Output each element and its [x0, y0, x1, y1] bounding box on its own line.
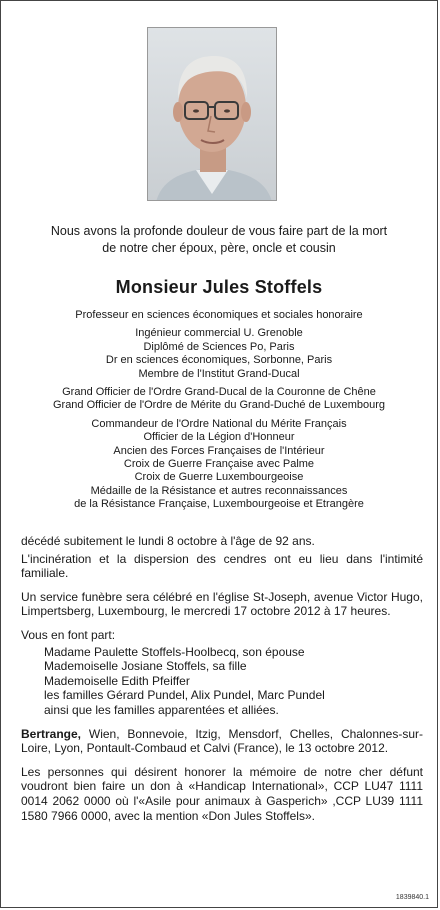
- family-member: Madame Paulette Stoffels-Hoolbecq, son épouse: [44, 644, 305, 659]
- honors-group: [11, 309, 427, 322]
- honor-line: Diplômé de Sciences Po, Paris: [143, 340, 295, 353]
- donation-paragraph: Les personnes qui désirent honorer la mémoire de notre cher défunt voudront bien faire un don à «Handicap International», CCP LU47 1111 0014 2062 0000 où l'«Asile pour animaux à Gasperich» ,CCP LU39 1111 1580 7966 0000, avec la mention «Don Jules Stoffels».: [21, 764, 423, 823]
- intro-text: [21, 223, 417, 257]
- honors-group: [11, 327, 427, 381]
- honors-list: [11, 309, 427, 517]
- places-paragraph: [21, 727, 423, 756]
- honor-line: Ancien des Forces Françaises de l'Intérieur: [113, 444, 325, 457]
- honor-line: Commandeur de l'Ordre National du Mérite Français: [91, 417, 347, 430]
- intro-line: Nous avons la profonde douleur de vous faire part de la mort: [50, 224, 388, 238]
- service-paragraph: Un service funèbre sera célébré en l'église St-Joseph, avenue Victor Hugo, Limpertsberg, Luxembourg, le mercredi 17 octobre 2012 à 17 heures.: [21, 589, 423, 619]
- place-bold: Bertrange,: [21, 726, 82, 741]
- portrait-photo: [147, 27, 277, 201]
- notice-body: [21, 534, 423, 832]
- honor-line: Professeur en sciences économiques et sociales honoraire: [75, 309, 363, 321]
- honor-line: Membre de l'Institut Grand-Ducal: [138, 367, 300, 380]
- honor-line: Officier de la Légion d'Honneur: [143, 431, 295, 444]
- honor-line: Croix de Guerre Française avec Palme: [123, 458, 315, 471]
- places-rest: Wien, Bonnevoie, Itzig, Mensdorf, Chelles, Chalonnes-sur-Loire, Lyon, Pontault-Combaud et Calvi (France), le 13 octobre 2012.: [21, 726, 423, 756]
- family-list: [21, 645, 423, 718]
- honors-group: [11, 386, 427, 413]
- honor-line: Croix de Guerre Luxembourgeoise: [134, 471, 304, 484]
- honors-group: [11, 418, 427, 512]
- cremation-paragraph: L'incinération et la dispersion des cendres ont eu lieu dans l'intimité familiale.: [21, 551, 423, 581]
- family-member: ainsi que les familles apparentées et alliées.: [44, 702, 279, 717]
- intro-line: de notre cher époux, père, oncle et cousin: [102, 241, 336, 255]
- reference-number: 1839840.1: [395, 894, 429, 901]
- honor-line: Médaille de la Résistance et autres reconnaissances: [90, 484, 348, 497]
- announced-by-label: Vous en font part:: [21, 627, 116, 642]
- honor-line: de la Résistance Française, Luxembourgeoise et Etrangère: [74, 498, 364, 511]
- family-member: Mademoiselle Josiane Stoffels, sa fille: [44, 659, 247, 674]
- family-member: les familles Gérard Pundel, Alix Pundel, Marc Pundel: [44, 688, 325, 703]
- honor-line: Grand Officier de l'Ordre Grand-Ducal de la Couronne de Chêne: [62, 386, 376, 399]
- death-line: décédé subitement le lundi 8 octobre à l'âge de 92 ans.: [21, 534, 315, 548]
- honor-line: Dr en sciences économiques, Sorbonne, Paris: [105, 354, 333, 367]
- family-member: Mademoiselle Edith Pfeiffer: [44, 673, 190, 688]
- honor-line: Ingénieur commercial U. Grenoble: [135, 327, 303, 340]
- honor-line: Grand Officier de l'Ordre de Mérite du Grand-Duché de Luxembourg: [52, 399, 386, 412]
- deceased-name: Monsieur Jules Stoffels: [115, 277, 323, 297]
